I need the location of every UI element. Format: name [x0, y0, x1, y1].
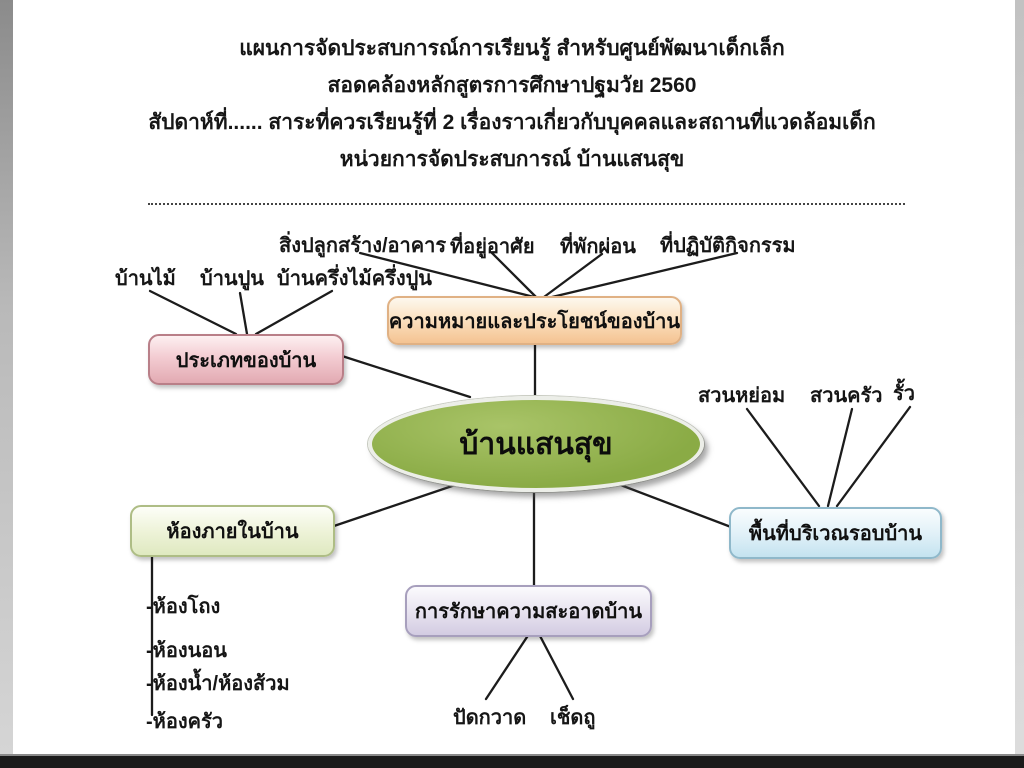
leaf-brick-house: บ้านปูน — [200, 268, 264, 290]
branch-house-cleaning-label: การรักษาความสะอาดบ้าน — [414, 601, 643, 623]
leaf-activity-place: ที่ปฏิบัติกิจกรรม — [660, 235, 796, 257]
leaf-wood-house: บ้านไม้ — [115, 268, 176, 290]
branch-house-cleaning — [405, 585, 652, 637]
branch-rooms-inside — [130, 505, 335, 557]
title-line-4: หน่วยการจัดประสบการณ์ บ้านแสนสุข — [339, 148, 685, 171]
leaf-bedroom: -ห้องนอน — [146, 640, 227, 662]
branch-house-types-label: ประเภทของบ้าน — [175, 349, 317, 372]
leaf-bathroom-toilet: -ห้องน้ำ/ห้องส้วม — [146, 673, 290, 695]
leaf-sweeping: ปัดกวาด — [453, 707, 527, 729]
leaf-mopping: เช็ดถู — [550, 707, 596, 729]
central-topic-ellipse — [368, 396, 704, 492]
title-line-1: แผนการจัดประสบการณ์การเรียนรู้ สำหรับศูนย์พัฒนาเด็กเล็ก — [239, 37, 785, 60]
branch-house-meaning — [387, 296, 682, 345]
leaf-kitchen-garden: สวนครัว — [810, 385, 883, 407]
leaf-building-structure: สิ่งปลูกสร้าง/อาคาร — [279, 235, 447, 257]
branch-surrounding-area-label: พื้นที่บริเวณรอบบ้าน — [748, 523, 923, 545]
leaf-resting-place: ที่พักผ่อน — [560, 236, 636, 258]
central-topic-label: บ้านแสนสุข — [459, 427, 613, 461]
title-line-3: สัปดาห์ที่...... สาระที่ควรเรียนรู้ที่ 2 เรื่องราวเกี่ยวกับบุคคลและสถานที่แวดล้อมเด็ก — [148, 111, 876, 134]
branch-house-meaning-label: ความหมายและประโยชน์ของบ้าน — [388, 310, 681, 333]
leaf-garden: สวนหย่อม — [698, 385, 786, 407]
leaf-kitchen-room: -ห้องครัว — [146, 711, 223, 733]
leaf-half-wood-half-brick-house: บ้านครึ่งไม้ครึ่งปูน — [277, 268, 432, 290]
leaf-fence: รั้ว — [893, 383, 915, 405]
branch-house-types — [148, 334, 344, 385]
leaf-residence: ที่อยู่อาศัย — [450, 236, 535, 258]
branch-surrounding-area — [729, 507, 942, 559]
leaf-hall-room: -ห้องโถง — [146, 596, 221, 618]
title-line-2: สอดคล้องหลักสูตรการศึกษาปฐมวัย 2560 — [327, 74, 697, 97]
branch-rooms-inside-label: ห้องภายในบ้าน — [166, 521, 299, 543]
